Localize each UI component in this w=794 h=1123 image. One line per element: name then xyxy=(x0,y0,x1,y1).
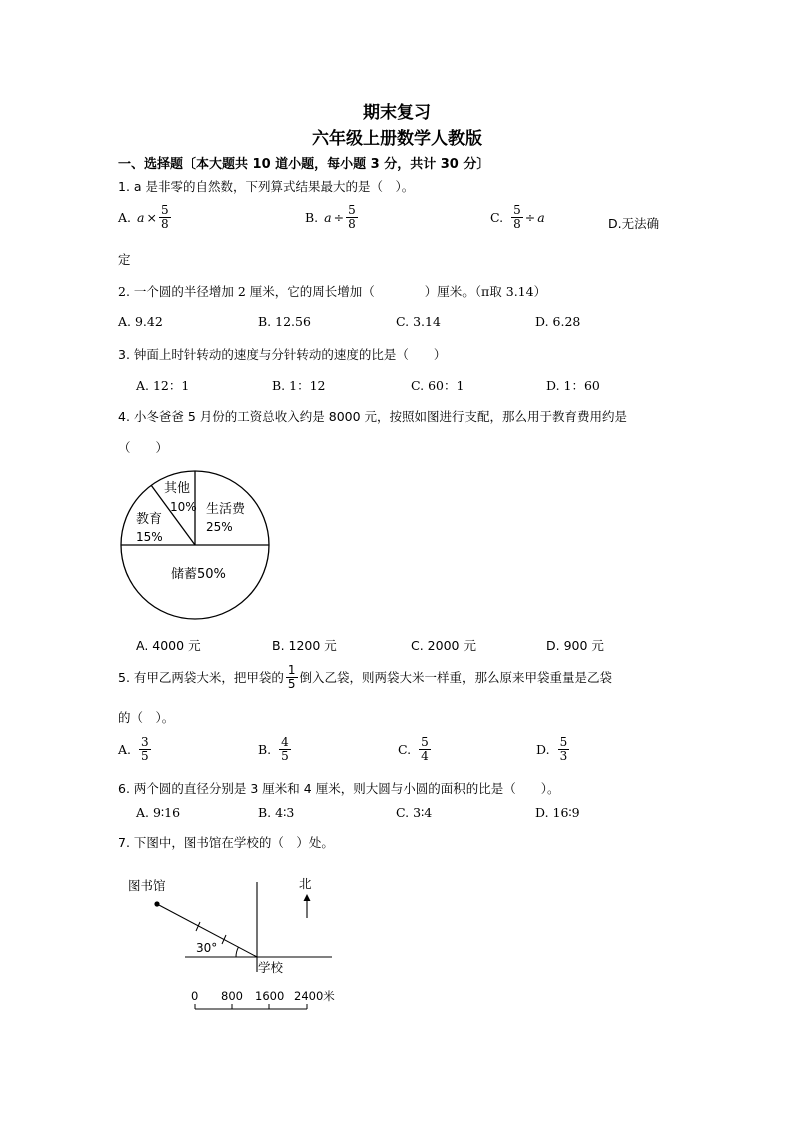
q7-stem: 7. 下图中，图书馆在学校的（ ）处。 xyxy=(118,835,334,850)
q1-c-label: C. xyxy=(490,209,504,225)
q1-option-b xyxy=(305,204,358,230)
q3-option-a: A. 12：1 xyxy=(136,378,190,393)
q4-stem-wrap: （ ） xyxy=(118,440,169,455)
angle-label: 30° xyxy=(196,941,218,955)
q5-stem-wrap: 的（ ）。 xyxy=(118,710,175,725)
q5-c-fraction xyxy=(419,736,431,762)
q1-c-op: ÷ xyxy=(524,209,536,225)
q5-b-label: B. xyxy=(258,741,272,757)
school-label: 学校 xyxy=(258,960,284,975)
q5-d-label: D. xyxy=(536,741,550,757)
q1-c-denominator: 8 xyxy=(513,216,521,231)
scale-label-800: 800 xyxy=(221,989,243,1003)
q1-a-numerator: 5 xyxy=(160,203,169,217)
library-point xyxy=(154,901,159,906)
q4-option-c: C. 2000 元 xyxy=(411,638,476,653)
q2-option-d: D. 6.28 xyxy=(535,314,581,329)
north-arrow-icon xyxy=(304,894,311,901)
q5-c-label: C. xyxy=(398,741,412,757)
q1-option-c xyxy=(490,204,545,230)
q3-option-c: C. 60：1 xyxy=(411,378,465,393)
q1-b-denominator: 8 xyxy=(348,216,356,231)
q5-option-a xyxy=(118,736,151,762)
distance-tick-2 xyxy=(222,935,226,944)
q1-a-op: × xyxy=(146,209,157,225)
q5-b-numerator: 4 xyxy=(281,735,289,749)
q1-b-fraction xyxy=(346,204,358,230)
q5-a-numerator: 3 xyxy=(141,735,149,749)
direction-diagram xyxy=(118,868,358,1013)
q5-d-denominator: 3 xyxy=(559,748,568,763)
q4-option-a: A. 4000 元 xyxy=(136,638,201,653)
q1-b-op: ÷ xyxy=(333,209,345,225)
q1-option-d-wrap: 定 xyxy=(118,252,131,267)
q6-option-c: C. 3∶4 xyxy=(396,805,433,820)
angle-arc xyxy=(236,947,239,957)
pie-pct-other: 10% xyxy=(170,500,197,514)
pie-label-life: 生活费 xyxy=(206,502,246,517)
q5-c-denominator: 4 xyxy=(421,748,429,763)
q5-stem-numerator: 1 xyxy=(287,663,296,677)
q5-b-denominator: 5 xyxy=(281,748,289,763)
q3-option-d: D. 1：60 xyxy=(546,378,600,393)
q1-a-label: A. xyxy=(118,209,132,225)
section-heading: 一、选择题〔本大题共 10 道小题，每小题 3 分，共计 30 分〕 xyxy=(118,157,490,172)
north-label: 北 xyxy=(299,876,312,891)
q1-stem: 1. a 是非零的自然数，下列算式结果最大的是（ ）。 xyxy=(118,179,415,194)
scale-label-0: 0 xyxy=(191,989,199,1003)
q5-stem xyxy=(118,664,612,690)
q2-option-a: A. 9.42 xyxy=(118,314,163,329)
pie-pct-life: 25% xyxy=(206,520,233,534)
q1-b-var: a xyxy=(324,209,332,225)
q3-stem: 3. 钟面上时针转动的速度与分针转动的速度的比是（ ） xyxy=(118,347,447,362)
pie-pct-edu: 15% xyxy=(136,530,163,544)
q5-a-fraction xyxy=(139,736,151,762)
q5-d-numerator: 5 xyxy=(559,735,568,749)
q5-stem-fraction xyxy=(286,664,298,690)
pie-label-save: 储蓄50% xyxy=(171,567,226,582)
q5-stem-part2: 倒入乙袋，则两袋大米一样重，那么原来甲袋重量是乙袋 xyxy=(299,670,613,686)
q5-d-fraction xyxy=(558,736,570,762)
q5-option-c xyxy=(398,736,431,762)
q6-option-d: D. 16∶9 xyxy=(535,805,580,820)
pie-label-edu: 教育 xyxy=(136,512,163,527)
q5-stem-denominator: 5 xyxy=(287,676,296,691)
q4-stem: 4. 小冬爸爸 5 月份的工资总收入约是 8000 元，按照如图进行支配，那么用于教育费用约是 xyxy=(118,409,628,424)
q2-option-b: B. 12.56 xyxy=(258,314,311,329)
q1-b-numerator: 5 xyxy=(348,203,356,217)
q1-c-var: a xyxy=(537,209,545,225)
q5-b-fraction xyxy=(279,736,291,762)
q2-stem: 2. 一个圆的半径增加 2 厘米，它的周长增加（ ）厘米。（π取 3.14） xyxy=(118,284,547,299)
page-title: 期末复习 xyxy=(363,103,431,123)
scale-label-1600: 1600 xyxy=(255,989,285,1003)
pie-label-other: 其他 xyxy=(164,481,191,496)
q5-c-numerator: 5 xyxy=(421,735,429,749)
q5-a-label: A. xyxy=(118,741,132,757)
scale-label-2400: 2400米 xyxy=(294,989,335,1003)
pie-chart xyxy=(118,468,276,624)
q1-a-denominator: 8 xyxy=(160,216,169,231)
q3-option-b: B. 1：12 xyxy=(272,378,326,393)
q1-b-label: B. xyxy=(305,209,319,225)
library-label: 图书馆 xyxy=(128,878,166,893)
q6-stem: 6. 两个圆的直径分别是 3 厘米和 4 厘米，则大圆与小圆的面积的比是（ ）。 xyxy=(118,781,560,796)
q1-a-fraction xyxy=(159,204,171,230)
q1-option-d: D.无法确 xyxy=(608,216,660,231)
q5-a-denominator: 5 xyxy=(141,748,149,763)
q5-option-d xyxy=(536,736,569,762)
q1-c-fraction xyxy=(511,204,523,230)
page-subtitle: 六年级上册数学人教版 xyxy=(312,129,482,149)
q6-option-b: B. 4∶3 xyxy=(258,805,295,820)
q6-option-a: A. 9∶16 xyxy=(136,805,181,820)
q1-c-numerator: 5 xyxy=(513,203,521,217)
q1-a-var: a xyxy=(137,209,145,225)
q4-option-b: B. 1200 元 xyxy=(272,638,337,653)
q1-option-a xyxy=(118,204,171,230)
q2-option-c: C. 3.14 xyxy=(396,314,441,329)
q4-option-d: D. 900 元 xyxy=(546,638,604,653)
q5-stem-part1: 5. 有甲乙两袋大米，把甲袋的 xyxy=(118,670,284,686)
q5-option-b xyxy=(258,736,291,762)
